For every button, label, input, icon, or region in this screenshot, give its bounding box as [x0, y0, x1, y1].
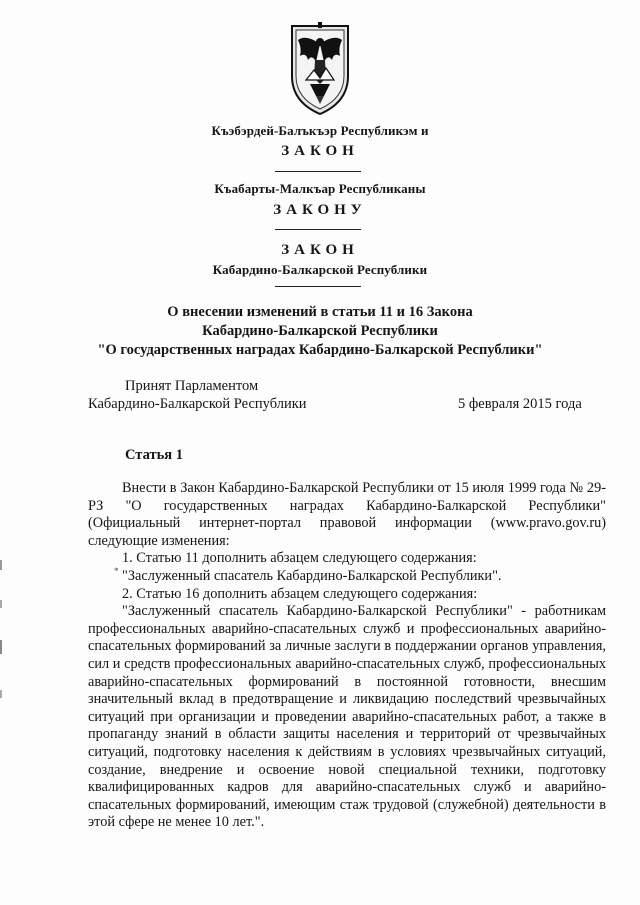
scan-mark: *: [114, 566, 119, 576]
scan-edge-marks: [0, 560, 4, 710]
coat-of-arms-emblem: [288, 18, 352, 116]
header-divider-3: [275, 286, 361, 287]
article-body: [88, 480, 606, 832]
law-title-line-2: Кабардино-Балкарской Республики: [202, 323, 438, 339]
law-title-line-1: О внесении изменений в статьи 11 и 16 Закона: [167, 304, 473, 320]
header-balkar-line: Къабарты-Малкъар Республиканы: [214, 181, 426, 196]
law-title-line-3: "О государственных наградах Кабардино-Балкарской Республики": [97, 342, 543, 358]
article-item-1-quote: "Заслуженный спасатель Кабардино-Балкарской Республики".: [122, 567, 502, 584]
header-balkar-law: ЗАКОНУ: [273, 202, 367, 218]
adoption-line-2: Кабардино-Балкарской Республики: [88, 396, 307, 412]
header-kabardian-line: Къэбэрдей-Балъкъэр Республикэм и: [211, 123, 429, 138]
header-divider-1: [275, 171, 361, 172]
header-russian-law: ЗАКОН: [281, 242, 359, 258]
article-item-2: 2. Статью 16 дополнить абзацем следующего содержания:: [122, 585, 478, 602]
article-item-2-quote: "Заслуженный спасатель Кабардино-Балкарской Республики" - работникам профессиональных аварийно-спасательных служб и профессиональных аварийно-спасательных формирований за личные заслуги в поддержании органов управления, сил и средств профессиональных аварийно-спасательных служб, профессиональных аварийно-спасательных формирований в постоянной готовности, внесшим значительный вклад в предотвращение и ликвидацию последствий чрезвычайных ситуаций при организации и проведении аварийно-спасательных работ, а также в пропаганду знаний в области защиты населения и территорий от чрезвычайных ситуаций, подготовку населения к действиям в условиях чрезвычайных ситуаций, создание, внедрение и освоение новой специальной техники, подготовку квалифицированных кадров для аварийно-спасательных служб и аварийно-спасательных формирований, имеющим стаж трудовой (служебной) деятельности в этой сфере не менее 10 лет.".: [88, 603, 606, 831]
adoption-line-1: Принят Парламентом: [125, 378, 259, 394]
header-kabardian-law: ЗАКОН: [281, 143, 359, 159]
adoption-date: 5 февраля 2015 года: [458, 396, 582, 412]
article-heading: Статья 1: [125, 447, 183, 463]
header-russian-line: Кабардино-Балкарской Республики: [212, 262, 428, 277]
article-item-1: 1. Статью 11 дополнить абзацем следующего содержания:: [122, 550, 477, 567]
article-intro: Внести в Закон Кабардино-Балкарской Республики от 15 июля 1999 года № 29-РЗ "О государственных наградах Кабардино-Балкарской Республики" (Официальный интернет-портал правовой информации (www.pravo.gov.ru) следующие изменения:: [88, 480, 606, 549]
header-divider-2: [275, 229, 361, 230]
